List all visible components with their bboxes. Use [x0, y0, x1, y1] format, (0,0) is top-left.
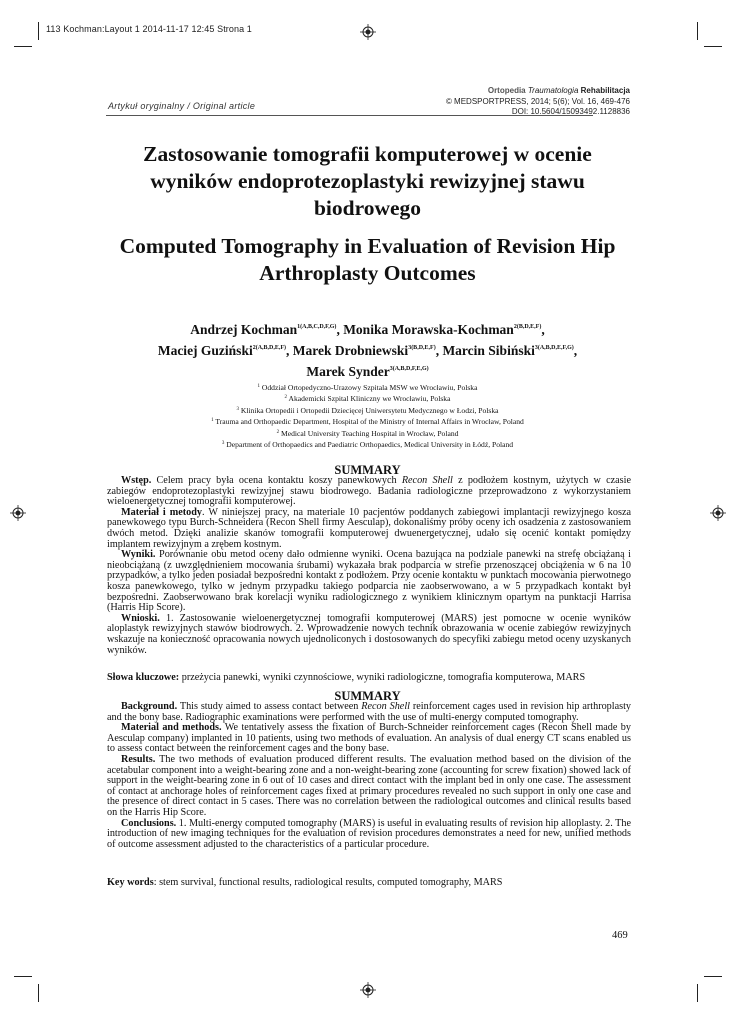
- author-name: Andrzej Kochman: [190, 322, 298, 337]
- author-affil: 1(A,B,C,D,F,G): [297, 324, 337, 330]
- author-affil: 2(B,D,E,F): [513, 324, 542, 330]
- print-slug: 113 Kochman:Layout 1 2014-11-17 12:45 Strona 1: [46, 24, 252, 34]
- abstract-english: [107, 702, 631, 850]
- abstract-paragraph: Materiał i metody. W niniejszej pracy, na materiale 10 pacjentów poddanych zabiegowi implantacji rewizyjnego kosza panewkowego typu Burch-Schneidera (Recon Shell firmy Aesculap), dokonaliśmy próby oceny ich osadzenia z zastosowaniem dwóch metod. Dzięki analizie skanów tomografii komputerowej dwuenergetycznej, udało się ocenić kontakt pomiędzy implantem rewizyjnym a zrębem kostnym.: [107, 506, 632, 550]
- summary-heading-polish: SUMMARY: [334, 463, 401, 477]
- affiliation-item: $^3$ Klinika Ortopedii i Ortopedii Dziecięcej Uniwersytetu Medycznego w Łodzi, Polska: [236, 405, 499, 415]
- author-name: Monika Morawska-Kochman: [343, 322, 514, 337]
- journal-trauma: Traumatologia: [527, 86, 579, 95]
- registration-mark-icon: [360, 24, 376, 40]
- author-affil: 3(A,B,D,F,E,G): [389, 366, 429, 372]
- affiliation-item: $^3$ Department of Orthopaedics and Paediatric Orthopaedics, Medical University in Łódź, Poland: [221, 440, 514, 450]
- journal-header: [446, 86, 630, 118]
- article-type: Artykuł oryginalny / Original article: [108, 101, 256, 111]
- author-name: Maciej Guziński: [157, 343, 253, 358]
- affiliation-item: $^1$ Trauma and Orthopaedic Department, Hospital of the Ministry of Internal Affairs in Wrocław, Poland: [211, 417, 524, 427]
- crop-mark: [14, 976, 32, 977]
- registration-mark-icon: [710, 505, 726, 521]
- abstract-paragraph: Background. This study aimed to assess contact between Recon Shell reinforcement cages used in revision hip arthroplasty and the bony base. Radiographic examinations were performed with the use of multi-energy computed tomography.: [107, 701, 632, 723]
- keywords-polish: Słowa kluczowe: przeżycia panewki, wyniki czynnościowe, wyniki radiologiczne, tomografia komputerowa, MARS: [107, 672, 586, 683]
- title-english: Computed Tomography in Evaluation of Revision Hip Arthroplasty Outcomes: [119, 234, 616, 285]
- journal-brand: Ortopedia: [487, 86, 526, 95]
- abstract-polish: [107, 476, 631, 656]
- affiliation-item: $^1$ Oddział Ortopedyczno-Urazowy Szpitala MSW we Wrocławiu, Polska: [257, 383, 478, 392]
- registration-mark-icon: [360, 982, 376, 998]
- crop-mark: [704, 46, 722, 47]
- keywords-english: Key words: stem survival, functional results, radiological results, computed tomography, MARS: [107, 877, 503, 888]
- journal-doi: DOI: 10.5604/15093492.1128836: [511, 107, 630, 116]
- affiliation-item: $^2$ Medical University Teaching Hospital in Wrocław, Poland: [276, 428, 459, 438]
- journal-citation: © MEDSPORTPRESS, 2014; 5(6); Vol. 16, 469-476: [445, 96, 630, 106]
- page-number: 469: [612, 930, 628, 941]
- author-affil: 3(B,D,E,F): [408, 345, 436, 351]
- author-affil: 3(A,B,D,E,F,G): [534, 345, 574, 351]
- affiliations: [110, 382, 625, 450]
- crop-mark: [14, 46, 32, 47]
- journal-rehab: Rehabilitacja: [580, 86, 630, 95]
- author-name: Marek Synder: [306, 364, 390, 379]
- crop-mark: [38, 22, 39, 40]
- abstract-paragraph: Wyniki. Porównanie obu metod oceny dało odmienne wyniki. Ocena bazująca na podziale panewki na strefę obciążaną i nieobciążaną (z uwzględnieniem mocowania śrubami) wykazała brak podparcia w strefie przenoszącej obciążenia w 6 na 10 przypadków, a tylko jeden posiadał bezpośredni kontakt z podłożem. Przy ocenie kontaktu w punktach mocowania pierwotnego kosza panewkowego, tylko w jednym przypadku takiego podparcia nie zaobserwowano, a w 5 przypadkach kontakt był bezpośredni. Zaobserwowano brak korelacji wyniku radiologicznego z wynikiem klinicznym opartym na punktacji Harrisa (Harris Hip Score).: [107, 549, 631, 614]
- registration-mark-icon: [10, 505, 26, 521]
- author-name: Marcin Sibiński: [442, 343, 535, 358]
- title-polish: Zastosowanie tomografii komputerowej w ocenie wyników endoprotezoplastyki rewizyjnej stawu biodrowego: [143, 142, 592, 220]
- crop-mark: [38, 984, 39, 1002]
- abstract-paragraph: Material and methods. We tentatively assess the fixation of Burch-Schneider reinforcement cages (Recon Shell made by Aesculap company) implanted in 10 patients, using two methods of evaluation. An analysis of dual energy CT scans enabled us to assess contact between the reinforcement cages and the bony base.: [107, 722, 631, 755]
- author-list: Andrzej Kochman$^{1(A,B,C,D,F,G)}$, Monika Morawska-Kochman$^{2(B,D,E,F)}$, Maciej Guziński$^{2(A,B,D,E,F)}$, Marek Drobniewski$^{3(B,D,E,F)}$, Marcin Sibiński$^{3(A,B,D,E,F,G)}$, Marek Synder$^{3(A,B,D,F,E,G)}$: [157, 322, 578, 379]
- abstract-paragraph: Wstęp. Celem pracy była ocena kontaktu koszy panewkowych Recon Shell z podłożem kostnym, użytych w czasie zabiegów endoprotezoplastyki rewizyjnej stawu biodrowego. Badania radiologiczne przeprowadzono z wykorzystaniem wieloenergetycznej tomografii komputerowej.: [107, 475, 631, 508]
- abstract-paragraph: Wnioski. 1. Zastosowanie wieloenergetycznej tomografii komputerowej (MARS) jest pomocne w ocenie wyników aloplastyk rewizyjnych stawów biodrowych. 2. Wprowadzenie nowych technik obrazowania w ocenie zabiegów rewizyjnych wskazuje na konieczność opracowania nowych ujednoliconych i dostosowanych do specyfiki zabiegu metod oceny uzyskanych wyników.: [107, 612, 631, 656]
- author-name: Marek Drobniewski: [292, 343, 409, 358]
- abstract-paragraph: Results. The two methods of evaluation produced different results. The evaluation method based on the division of the acetabular component into a weight-bearing zone and a non-weight-bearing zone (accounting for screw fixation) showed lack of support in the weight-bearing zone in 6 out of 10 cases and direct contact with the implant bed in only one case. The assessment of contact at anchorage holes of reinforcement cages fixed at primary procedures revealed no such support in only one case and the presence of direct contact in 5 cases. There was no correlation between the radiological outcomes and clinical results based on the Harris Hip Score.: [107, 753, 631, 818]
- affiliation-item: $^2$ Akademicki Szpital Kliniczny we Wrocławiu, Polska: [284, 394, 451, 404]
- crop-mark: [704, 976, 722, 977]
- crop-mark: [697, 22, 698, 40]
- abstract-paragraph: Conclusions. 1. Multi-energy computed tomography (MARS) is useful in evaluating results of revision hip alloplasty. 2. The introduction of new imaging techniques for the evaluation of revision procedures demonstrates a need for new, unified methods of outcome assessment adjusted to the characteristics of a particular procedure.: [107, 817, 631, 850]
- crop-mark: [697, 984, 698, 1002]
- summary-heading-english: SUMMARY: [334, 689, 401, 703]
- author-affil: 2(A,B,D,E,F): [252, 345, 287, 351]
